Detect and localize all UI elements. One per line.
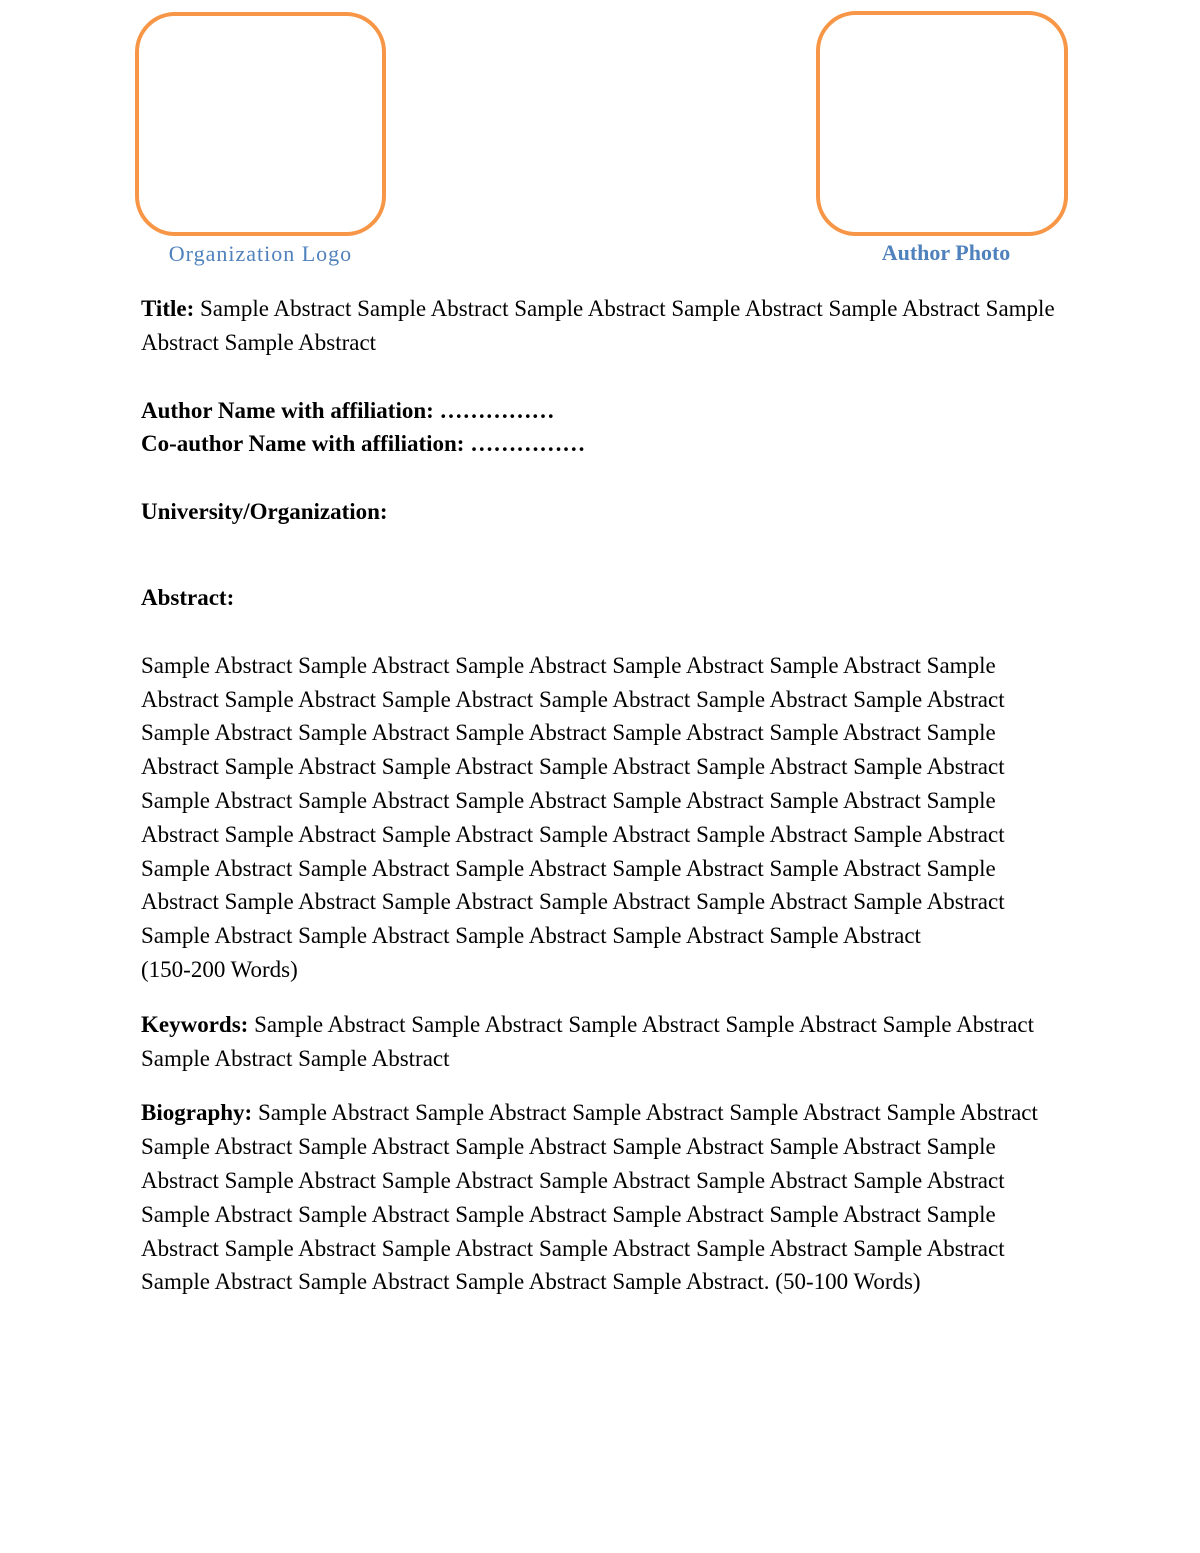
keywords-paragraph: [141, 1008, 1061, 1076]
title-paragraph: [141, 292, 1061, 360]
author-affiliation: Author Name with affiliation: ……………: [141, 397, 555, 423]
title-text: Sample Abstract Sample Abstract Sample Abstract Sample Abstract Sample Abstract Sample Abstract Sample Abstract: [141, 296, 1055, 355]
organization-logo-caption: Organization Logo: [168, 241, 353, 266]
abstract-word-limit: (150-200 Words): [141, 956, 298, 982]
author-photo-caption: Author Photo: [881, 240, 1011, 265]
keywords-label: Keywords:: [141, 1011, 249, 1037]
author-photo-placeholder: [816, 11, 1068, 236]
document-body: [141, 292, 1061, 1299]
abstract-label: Abstract:: [141, 584, 235, 610]
biography-text: Sample Abstract Sample Abstract Sample Abstract Sample Abstract Sample Abstract Sample Abstract Sample Abstract Sample Abstract Sample Abstract Sample Abstract Sample Abstract Sample Abstract Sample Abstract Sample Abstract Sample Abstract Sample Abstract Sample Abstract Sample Abstract Sample Abstract Sample Abstract Sample Abstract Sample Abstract Sample Abstract Sample Abstract Sample Abstract Sample Abstract Sample Abstract Sample Abstract Sample Abstract Sample Abstract Sample Abstract.: [141, 1100, 1038, 1295]
organization-label: University/Organization:: [141, 499, 388, 525]
abstract-body: Sample Abstract Sample Abstract Sample Abstract Sample Abstract Sample Abstract Sample Abstract Sample Abstract Sample Abstract Sample Abstract Sample Abstract Sample Abstract Sample Abstract Sample Abstract Sample Abstract Sample Abstract Sample Abstract Sample Abstract Sample Abstract Sample Abstract Sample Abstract Sample Abstract Sample Abstract Sample Abstract Sample Abstract Sample Abstract Sample Abstract Sample Abstract Sample Abstract Sample Abstract Sample Abstract Sample Abstract Sample Abstract Sample Abstract Sample Abstract Sample Abstract Sample Abstract Sample Abstract Sample Abstract Sample Abstract Sample Abstract Sample Abstract Sample Abstract Sample Abstract Sample Abstract Sample Abstract Sample Abstract Sample Abstract Sample Abstract Sample Abstract: [141, 652, 1005, 949]
biography-word-limit: (50-100 Words): [775, 1269, 921, 1295]
coauthor-affiliation: Co-author Name with affiliation: ……………: [141, 431, 586, 457]
organization-logo-placeholder: [135, 12, 386, 236]
title-label: Title:: [141, 296, 195, 321]
biography-label: Biography:: [141, 1100, 253, 1126]
biography-paragraph: [141, 1096, 1061, 1299]
keywords-text: Sample Abstract Sample Abstract Sample Abstract Sample Abstract Sample Abstract Sample Abstract Sample Abstract: [141, 1011, 1035, 1071]
